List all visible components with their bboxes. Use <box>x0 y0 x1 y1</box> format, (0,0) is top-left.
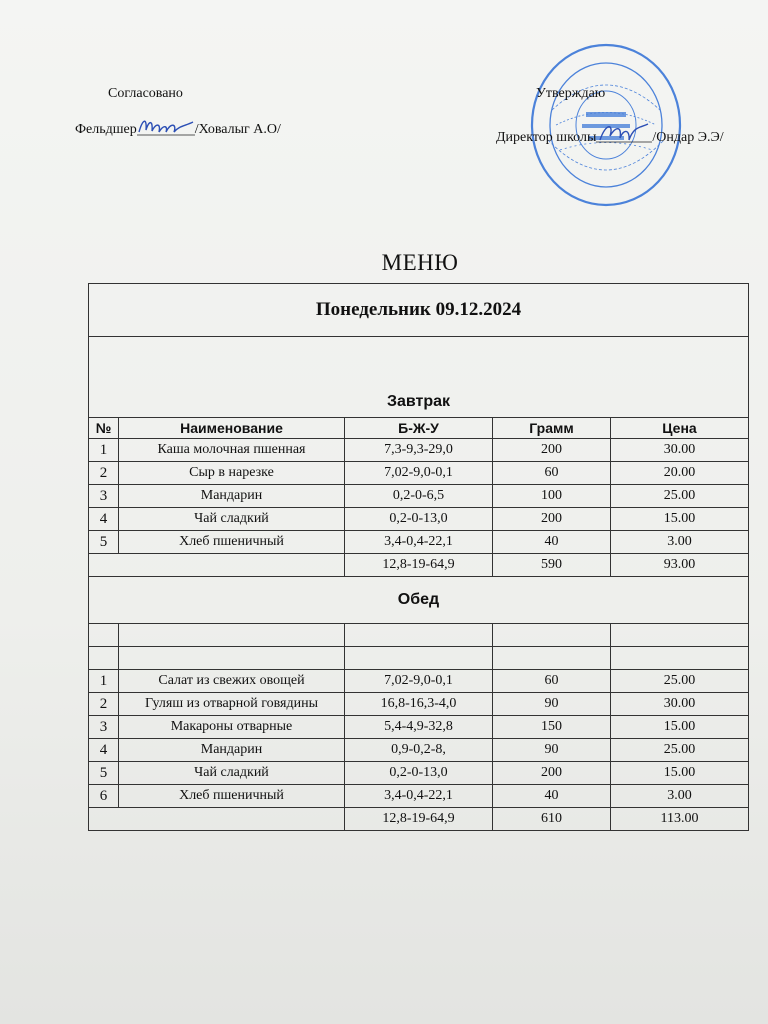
medic-role: Фельдшер <box>75 122 137 137</box>
director-signature <box>596 120 652 146</box>
dish-bju: 0,9-0,2-8, <box>345 739 493 762</box>
blank-cell <box>345 647 493 670</box>
dish-gram: 200 <box>493 762 611 785</box>
row-number: 4 <box>89 508 119 531</box>
total-blank-cell <box>89 808 345 831</box>
table-row <box>89 785 749 808</box>
blank-cell <box>89 624 119 647</box>
dish-price: 3.00 <box>611 785 749 808</box>
menu-table <box>88 283 749 831</box>
dish-price: 15.00 <box>611 762 749 785</box>
row-number: 4 <box>89 739 119 762</box>
dish-name: Мандарин <box>119 739 345 762</box>
dish-bju: 3,4-0,4-22,1 <box>345 531 493 554</box>
dish-gram: 200 <box>493 439 611 462</box>
total-gram: 610 <box>493 808 611 831</box>
medic-name: /Ховалыг А.О/ <box>194 122 281 137</box>
total-price: 93.00 <box>611 554 749 577</box>
dish-name: Мандарин <box>119 485 345 508</box>
blank-cell <box>345 624 493 647</box>
dish-gram: 90 <box>493 739 611 762</box>
total-price: 113.00 <box>611 808 749 831</box>
dish-price: 25.00 <box>611 670 749 693</box>
dish-gram: 60 <box>493 670 611 693</box>
row-number: 3 <box>89 716 119 739</box>
table-row <box>89 693 749 716</box>
dish-name: Хлеб пшеничный <box>119 531 345 554</box>
blank-cell <box>493 624 611 647</box>
day-heading: Понедельник 09.12.2024 <box>89 284 749 337</box>
dish-name: Салат из свежих овощей <box>119 670 345 693</box>
table-row <box>89 439 749 462</box>
dish-price: 15.00 <box>611 716 749 739</box>
blank-row <box>89 624 749 647</box>
dish-price: 30.00 <box>611 439 749 462</box>
medic-signature <box>137 114 195 138</box>
col-name-header: Наименование <box>119 418 345 439</box>
row-number: 3 <box>89 485 119 508</box>
row-number: 2 <box>89 693 119 716</box>
lunch-heading: Обед <box>89 577 749 624</box>
col-price-header: Цена <box>611 418 749 439</box>
dish-bju: 7,02-9,0-0,1 <box>345 462 493 485</box>
blank-cell <box>493 647 611 670</box>
row-number: 5 <box>89 531 119 554</box>
col-number-header: № <box>89 418 119 439</box>
total-gram: 590 <box>493 554 611 577</box>
dish-name: Гуляш из отварной говядины <box>119 693 345 716</box>
dish-bju: 5,4-4,9-32,8 <box>345 716 493 739</box>
table-row <box>89 531 749 554</box>
dish-price: 3.00 <box>611 531 749 554</box>
dish-price: 25.00 <box>611 739 749 762</box>
medic-signature-line <box>75 114 281 138</box>
blank-cell <box>89 647 119 670</box>
dish-bju: 0,2-0-6,5 <box>345 485 493 508</box>
dish-name: Сыр в нарезке <box>119 462 345 485</box>
table-row <box>89 462 749 485</box>
dish-gram: 90 <box>493 693 611 716</box>
breakfast-heading: Завтрак <box>89 337 749 418</box>
dish-gram: 100 <box>493 485 611 508</box>
total-blank-cell <box>89 554 345 577</box>
dish-gram: 40 <box>493 531 611 554</box>
total-bju: 12,8-19-64,9 <box>345 554 493 577</box>
breakfast-section-row <box>89 337 749 418</box>
table-row <box>89 762 749 785</box>
breakfast-total-row <box>89 554 749 577</box>
table-row <box>89 508 749 531</box>
dish-gram: 200 <box>493 508 611 531</box>
blank-cell <box>119 624 345 647</box>
dish-price: 20.00 <box>611 462 749 485</box>
table-row <box>89 485 749 508</box>
row-number: 2 <box>89 462 119 485</box>
dish-name: Чай сладкий <box>119 762 345 785</box>
dish-price: 15.00 <box>611 508 749 531</box>
dish-bju: 0,2-0-13,0 <box>345 508 493 531</box>
day-row <box>89 284 749 337</box>
dish-name: Макароны отварные <box>119 716 345 739</box>
approved-label: Утверждаю <box>536 86 606 101</box>
dish-bju: 0,2-0-13,0 <box>345 762 493 785</box>
dish-gram: 150 <box>493 716 611 739</box>
row-number: 1 <box>89 670 119 693</box>
dish-price: 25.00 <box>611 485 749 508</box>
director-role: Директор школы <box>496 130 597 145</box>
dish-bju: 3,4-0,4-22,1 <box>345 785 493 808</box>
table-row <box>89 739 749 762</box>
lunch-section-row <box>89 577 749 624</box>
dish-name: Каша молочная пшенная <box>119 439 345 462</box>
row-number: 6 <box>89 785 119 808</box>
row-number: 5 <box>89 762 119 785</box>
table-row <box>89 670 749 693</box>
director-name: /Ондар Э.Э/ <box>652 130 724 145</box>
dish-gram: 60 <box>493 462 611 485</box>
table-header-row <box>89 418 749 439</box>
row-number: 1 <box>89 439 119 462</box>
table-row <box>89 716 749 739</box>
blank-cell <box>119 647 345 670</box>
col-bju-header: Б-Ж-У <box>345 418 493 439</box>
dish-gram: 40 <box>493 785 611 808</box>
document-title: МЕНЮ <box>381 250 459 275</box>
lunch-total-row <box>89 808 749 831</box>
agreed-label: Согласовано <box>108 86 183 101</box>
dish-bju: 7,3-9,3-29,0 <box>345 439 493 462</box>
blank-cell <box>611 647 749 670</box>
director-signature-line <box>496 120 724 146</box>
dish-bju: 16,8-16,3-4,0 <box>345 693 493 716</box>
dish-name: Хлеб пшеничный <box>119 785 345 808</box>
blank-cell <box>611 624 749 647</box>
dish-bju: 7,02-9,0-0,1 <box>345 670 493 693</box>
dish-name: Чай сладкий <box>119 508 345 531</box>
col-gram-header: Грамм <box>493 418 611 439</box>
total-bju: 12,8-19-64,9 <box>345 808 493 831</box>
blank-row <box>89 647 749 670</box>
dish-price: 30.00 <box>611 693 749 716</box>
